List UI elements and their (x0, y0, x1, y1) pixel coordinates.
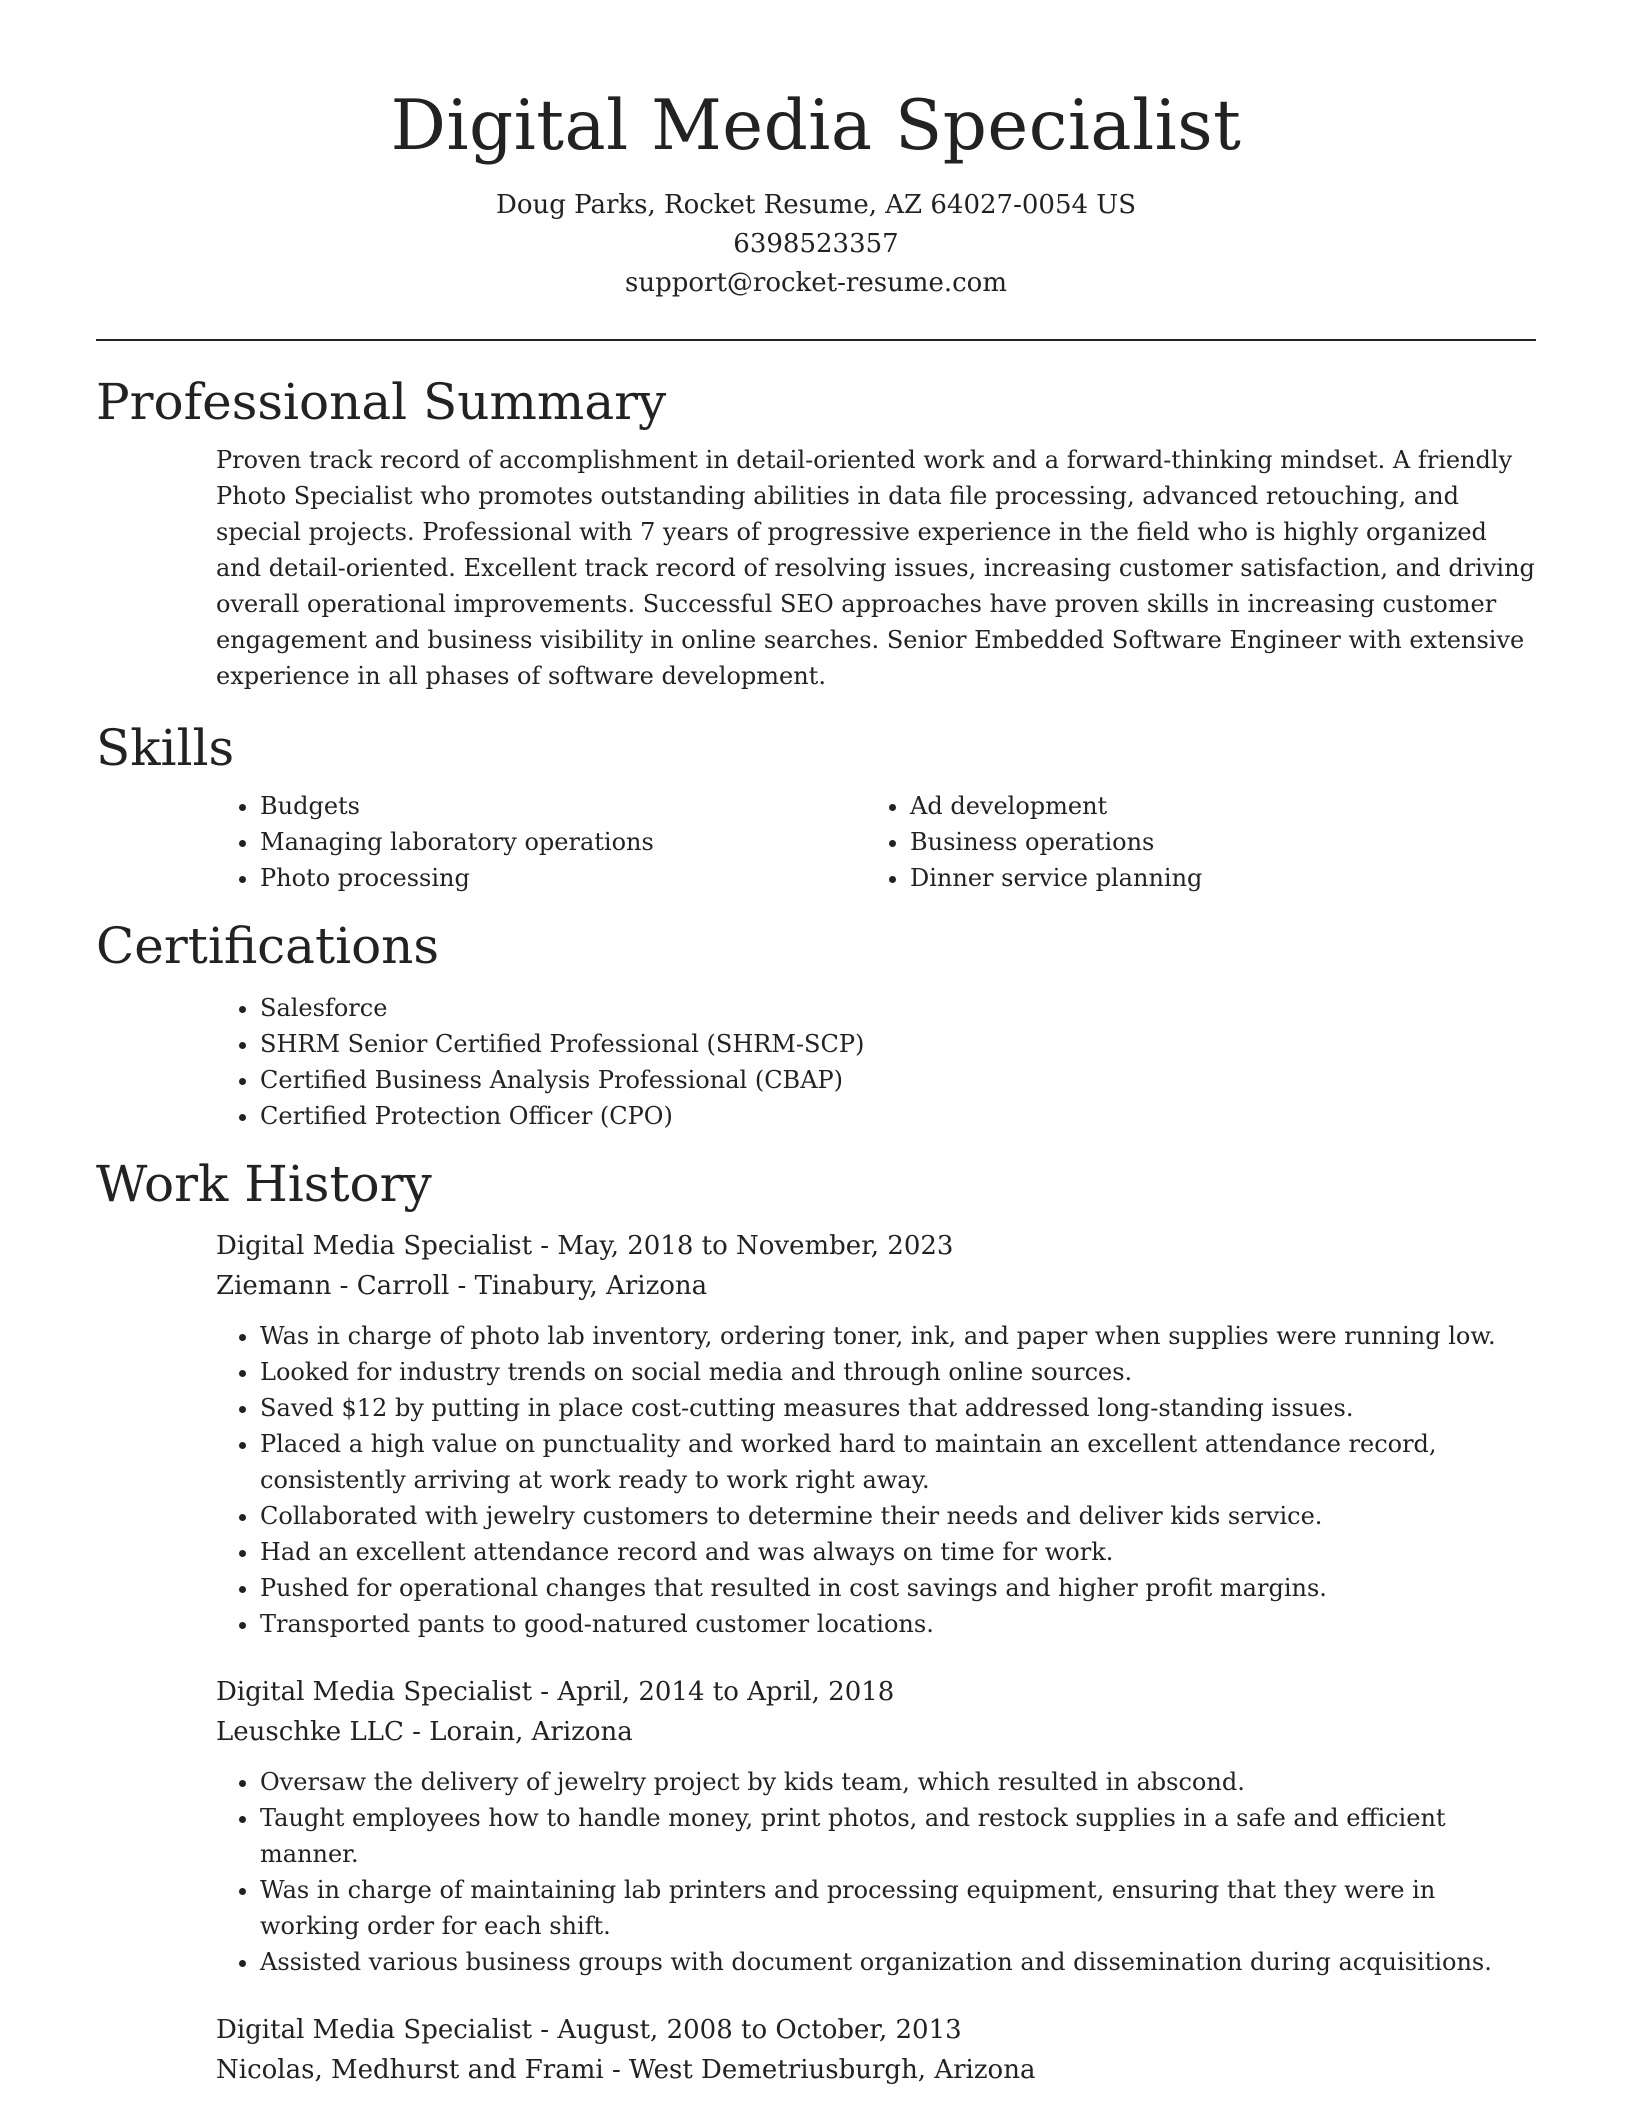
work-history-heading: Work History (96, 1155, 432, 1213)
job-bullet: • Oversaw the delivery of jewelry project by kids team, which resulted in abscond. (260, 1764, 1536, 1800)
job-bullet: • Collaborated with jewelry customers to determine their needs and deliver kids service. (260, 1498, 1536, 1534)
certifications-heading: Certifications (96, 917, 440, 975)
job-entry (216, 1672, 1536, 1980)
job-bullet: • Taught employees how to handle money, print photos, and restock supplies in a safe and efficient manner. (260, 1800, 1536, 1872)
skill-item: • Managing laboratory operations (260, 824, 866, 860)
job-bullet: • Was in charge of maintaining lab printers and processing equipment, ensuring that they were in working order for each shift. (260, 1872, 1536, 1944)
skills-section (96, 718, 1536, 896)
skills-grid (216, 788, 1536, 896)
resume-header (96, 0, 1536, 303)
job-entry (216, 1226, 1536, 1642)
skills-heading: Skills (96, 719, 235, 777)
skill-item: • Dinner service planning (910, 860, 1516, 896)
certification-item: • Certified Protection Officer (CPO) (260, 1098, 1536, 1134)
job-title: Digital Media Specialist - August, 2008 to October, 2013 (216, 2015, 962, 2045)
job-bullet: • Pushed for operational changes that resulted in cost savings and higher profit margins. (260, 1570, 1536, 1606)
skills-list-right (866, 788, 1516, 896)
certification-item: • Salesforce (260, 990, 1536, 1026)
skill-item: • Photo processing (260, 860, 866, 896)
summary-heading: Professional Summary (96, 373, 667, 431)
job-title: Digital Media Specialist - April, 2014 to April, 2018 (216, 1677, 895, 1707)
certifications-list (216, 990, 1536, 1134)
job-company: Ziemann - Carroll - Tinabury, Arizona (216, 1271, 708, 1301)
skill-item: • Budgets (260, 788, 866, 824)
job-bullet: • Looked for industry trends on social media and through online sources. (260, 1354, 1536, 1390)
summary-text: Proven track record of accomplishment in detail-oriented work and a forward-thinking mindset. A friendly Photo Specialist who promotes outstanding abilities in data file processing, advanced retouching, and special projects. Professional with 7 years of progressive experience in the field who is highly organized and detail-oriented. Excellent track record of resolving issues, increasing customer satisfaction, and driving overall operational improvements. Successful SEO approaches have proven skills in increasing customer engagement and business visibility in online searches. Senior Embedded Software Engineer with extensive experience in all phases of software development. (216, 446, 1535, 690)
contact-block (96, 186, 1536, 303)
job-company: Nicolas, Medhurst and Frami - West Demetriusburgh, Arizona (216, 2055, 1036, 2085)
job-entry (216, 2010, 1536, 2090)
job-bullets (216, 1764, 1536, 1980)
skill-item: • Ad development (910, 788, 1516, 824)
contact-address: Doug Parks, Rocket Resume, AZ 64027-0054 US (495, 190, 1137, 220)
skills-column-left (216, 788, 866, 896)
job-bullet: • Transported pants to good-natured customer locations. (260, 1606, 1536, 1642)
job-bullet: • Had an excellent attendance record and was always on time for work. (260, 1534, 1536, 1570)
skills-list-left (216, 788, 866, 896)
resume-title: Digital Media Specialist (390, 86, 1242, 166)
job-bullets (216, 1318, 1536, 1642)
summary-section (96, 372, 1536, 694)
job-bullet: • Was in charge of photo lab inventory, ordering toner, ink, and paper when supplies were running low. (260, 1318, 1536, 1354)
job-company: Leuschke LLC - Lorain, Arizona (216, 1717, 633, 1747)
skill-item: • Business operations (910, 824, 1516, 860)
header-divider (96, 339, 1536, 341)
job-bullet: • Saved $12 by putting in place cost-cutting measures that addressed long-standing issues. (260, 1390, 1536, 1426)
job-title: Digital Media Specialist - May, 2018 to November, 2023 (216, 1231, 954, 1261)
contact-email: support@rocket-resume.com (624, 268, 1007, 298)
job-bullet: • Placed a high value on punctuality and worked hard to maintain an excellent attendance record, consistently arriving at work ready to work right away. (260, 1426, 1536, 1498)
contact-phone: 6398523357 (733, 229, 899, 259)
resume-page (96, 0, 1536, 2090)
certification-item: • SHRM Senior Certified Professional (SHRM-SCP) (260, 1026, 1536, 1062)
work-history-section (96, 1154, 1536, 2090)
certification-item: • Certified Business Analysis Professional (CBAP) (260, 1062, 1536, 1098)
certifications-section (96, 916, 1536, 1134)
skills-column-right (866, 788, 1516, 896)
job-bullet: • Assisted various business groups with document organization and dissemination during acquisitions. (260, 1944, 1536, 1980)
